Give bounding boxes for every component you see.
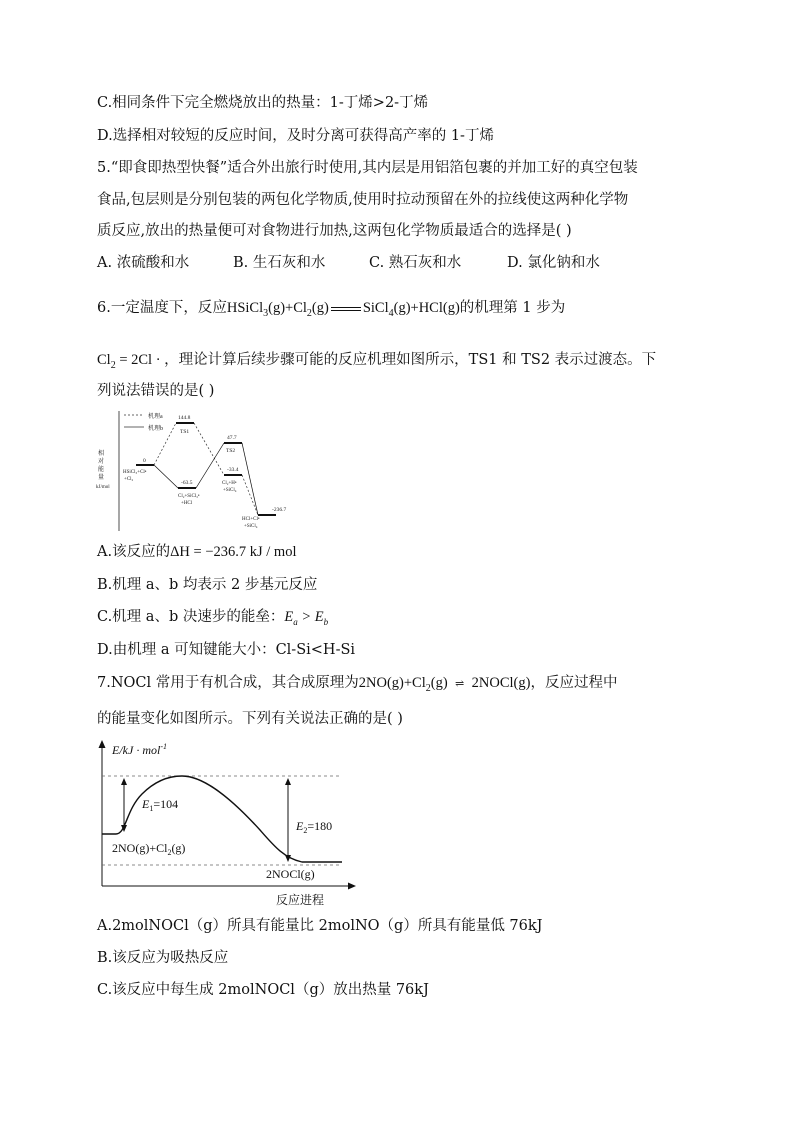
q5-stem-line1: 5.“即食即热型快餐”适合外出旅行时使用,其内层是用铝箔包裹的并加工好的真空包装 bbox=[97, 160, 638, 176]
product-label: 2NOCl(g) bbox=[266, 867, 315, 881]
reactants-label: $2NO(g)+Cl_2(g)$ bbox=[112, 841, 186, 857]
int2-label-1: Cl₂+H• bbox=[222, 481, 237, 486]
q6-option-a-math: ΔH = −236.7 kJ / mol bbox=[170, 544, 297, 560]
start-value: 0 bbox=[143, 458, 146, 464]
ts1-value: 144.8 bbox=[178, 415, 191, 421]
ylabel-char-3: 能 bbox=[98, 467, 105, 473]
mechanism-energy-diagram bbox=[96, 409, 308, 533]
int2-value: -33.4 bbox=[227, 467, 239, 473]
int1-value: -63.5 bbox=[181, 480, 193, 486]
q5-option-b: B. 生石灰和水 bbox=[233, 255, 326, 271]
y-axis-arrow bbox=[99, 740, 106, 748]
start-label-1: HSiCl₃+Cl• bbox=[123, 470, 147, 475]
path-b-2 bbox=[196, 443, 224, 488]
q5-stem-line2: 食品,包层则是分别包装的两包化学物质,使用时拉动预留在外的拉线使这两种化学物 bbox=[97, 192, 629, 208]
q7-option-a: A.2molNOCl（g）所具有能量比 2molNO（g）所具有能量低 76kJ bbox=[97, 918, 543, 934]
q6-prefix: 6.一定温度下，反应 bbox=[97, 300, 227, 316]
q7-option-b: B.该反应为吸热反应 bbox=[97, 950, 229, 966]
q4-option-c: C.相同条件下完全燃烧放出的热量：1-丁烯>2-丁烯 bbox=[97, 95, 429, 111]
path-b-1 bbox=[154, 465, 178, 488]
ylabel-char-4: 量 bbox=[98, 475, 105, 481]
path-b-3 bbox=[242, 443, 258, 515]
end-value: -236.7 bbox=[272, 507, 287, 513]
ylabel-unit: kJ/mol bbox=[96, 485, 110, 490]
end-label-2: +SiCl₄ bbox=[244, 524, 258, 529]
e2-label: $E_2=180$ bbox=[296, 819, 333, 835]
q7-stem-line2: 的能量变化如图所示。下列有关说法正确的是( ) bbox=[97, 711, 403, 727]
q6-option-d: D.由机理 a 可知键能大小：Cl-Si<H-Si bbox=[97, 642, 356, 658]
q6-option-c-math: $E_a > E_b$ bbox=[284, 609, 329, 627]
q6-equation: $HSiCl_3(g)+Cl_2(g)$ SiCl$_4$(g)+HCl(g) bbox=[226, 300, 460, 319]
ts1-label: TS1 bbox=[180, 429, 190, 435]
x-axis-label: 反应进程 bbox=[276, 893, 325, 907]
ylabel-char-2: 对 bbox=[98, 459, 105, 465]
e2-arrow-up bbox=[285, 778, 291, 785]
ylabel-char-1: 相 bbox=[98, 451, 105, 457]
q7-stem-line1: 7.NOCl 常用于有机合成，其合成原理为$2NO(g)+Cl_2(g)$ ⇌ 2NOCl(g)，反应过程中 bbox=[97, 675, 618, 694]
ts2-label: TS2 bbox=[226, 448, 236, 454]
q5-option-d: D. 氯化钠和水 bbox=[507, 255, 600, 271]
legend-a-label: 机理a bbox=[148, 414, 163, 420]
e2-arrow-down bbox=[285, 855, 291, 862]
q7-equation: $2NO(g)+Cl_2(g)$ ⇌ 2NOCl(g) bbox=[358, 675, 531, 694]
e1-label: $E_1=104$ bbox=[142, 797, 179, 813]
y-axis-label: E/kJ · mol$^{-1}$ bbox=[112, 742, 167, 757]
path-a-3 bbox=[242, 475, 258, 515]
int1-label-2: +HCl bbox=[181, 501, 193, 506]
x-axis-arrow bbox=[348, 883, 356, 890]
q6-step1-equation: $Cl_2 = 2Cl$ · bbox=[97, 352, 165, 371]
q6-option-a: A.该反应的ΔH = −236.7 kJ / mol bbox=[97, 544, 297, 560]
q7-option-c: C.该反应中每生成 2molNOCl（g）放出热量 76kJ bbox=[97, 982, 429, 998]
int1-label-1: Cl₂+SiCl₃• bbox=[178, 494, 200, 499]
q4-option-d: D.选择相对较短的反应时间，及时分离可获得高产率的 1-丁烯 bbox=[97, 128, 494, 144]
nocl-energy-diagram bbox=[90, 738, 362, 910]
q5-option-c: C. 熟石灰和水 bbox=[369, 255, 462, 271]
int2-label-2: +SiCl₄ bbox=[223, 488, 237, 493]
ts2-value: 47.7 bbox=[227, 435, 237, 441]
q6-stem-line2: $Cl_2 = 2Cl$ · ，理论计算后续步骤可能的反应机理如图所示，TS1 和 TS2 表示过渡态。下 bbox=[97, 352, 657, 371]
q6-suffix: 的机理第 1 步为 bbox=[459, 300, 566, 316]
q6-option-c: C.机理 a、b 决速步的能垒：$E_a > E_b$ bbox=[97, 609, 329, 627]
legend-b-label: 机理b bbox=[148, 426, 164, 432]
q5-stem-line3: 质反应,放出的热量便可对食物进行加热,这两包化学物质最适合的选择是( ) bbox=[97, 223, 572, 239]
q6-stem-line1 bbox=[97, 298, 565, 324]
end-label-1: HCl+Cl• bbox=[242, 517, 260, 522]
q6-option-b: B.机理 a、b 均表示 2 步基元反应 bbox=[97, 577, 318, 593]
start-label-2: +Cl₂ bbox=[124, 477, 134, 482]
q6-stem-line3: 列说法错误的是( ) bbox=[97, 383, 215, 399]
q5-options bbox=[97, 253, 600, 273]
q5-option-a: A. 浓硫酸和水 bbox=[97, 255, 190, 271]
e1-arrow-up bbox=[121, 778, 127, 785]
